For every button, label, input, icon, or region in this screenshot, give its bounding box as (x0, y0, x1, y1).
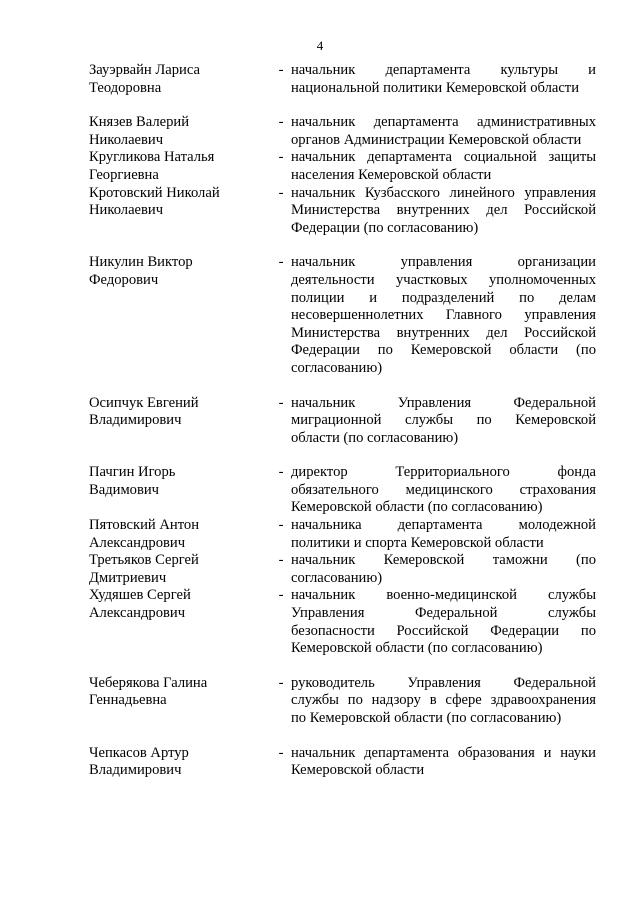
member-position: начальник военно-медицинской службы Управления Федеральной службы безопасности Российской Федерации по Кемеровской области (по согласованию) (291, 587, 596, 657)
member-name: Кротовский Николай Николаевич (89, 184, 220, 219)
dash-separator: - (278, 517, 284, 534)
dash-separator: - (278, 184, 284, 201)
members-list (0, 62, 640, 780)
member-position: начальник Управления Федеральной миграционной службы по Кемеровской области (по согласованию) (291, 394, 596, 446)
member-name: Никулин Виктор Федорович (89, 254, 193, 288)
dash-separator: - (278, 464, 284, 481)
member-position: начальник Кузбасского линейного управления Министерства внутренних дел Российской Федерации (по согласованию) (291, 184, 596, 236)
member-position: начальник департамента образования и науки Кемеровской области (291, 744, 596, 779)
member-position: начальник Кемеровской таможни (по согласованию) (291, 552, 596, 586)
member-name: Худяшев Сергей Александрович (89, 587, 191, 622)
member-position: директор Территориального фонда обязательного медицинского страхования Кемеровской области (по согласованию) (291, 464, 596, 516)
list-item (0, 114, 640, 149)
list-item (0, 464, 640, 517)
member-name: Чепкасов Артур Владимирович (89, 744, 189, 779)
member-position: начальник департамента административных органов Администрации Кемеровской области (291, 114, 596, 148)
member-position: начальник управления организации деятельности участковых уполномоченных полиции и подразделений по делам несовершеннолетних Главного управления Министерства внутренних дел Российской Федерации по Кемеровской области (по согласованию) (291, 254, 596, 376)
dash-separator: - (278, 114, 284, 131)
list-item (0, 675, 640, 728)
dash-separator: - (278, 674, 284, 691)
list-item (0, 149, 640, 184)
member-name: Кругликова Наталья Георгиевна (89, 149, 215, 183)
dash-separator: - (278, 149, 284, 166)
member-position: начальник департамента социальной защиты населения Кемеровской области (291, 149, 596, 183)
list-item (0, 395, 640, 448)
member-name: Чеберякова Галина Геннадьевна (89, 674, 208, 709)
dash-separator: - (278, 254, 284, 271)
dash-separator: - (278, 552, 284, 569)
member-position: руководитель Управления Федеральной службы по надзору в сфере здравоохранения по Кемеровской области (по согласованию) (291, 674, 596, 726)
dash-separator: - (278, 744, 284, 761)
member-name: Зауэрвайн Лариса Теодоровна (89, 62, 200, 96)
member-name: Пачгин Игорь Вадимович (89, 464, 176, 498)
list-item (0, 254, 640, 377)
list-item (0, 745, 640, 780)
dash-separator: - (278, 394, 284, 411)
member-position: начальник департамента культуры и национальной политики Кемеровской области (291, 62, 596, 96)
member-name: Князев Валерий Николаевич (89, 114, 190, 148)
page-number: 4 (316, 38, 324, 53)
dash-separator: - (278, 587, 284, 604)
member-name: Пятовский Антон Александрович (89, 517, 200, 551)
member-position: начальника департамента молодежной политики и спорта Кемеровской области (291, 517, 596, 551)
list-item (0, 185, 640, 238)
list-item (0, 552, 640, 587)
member-name: Третьяков Сергей Дмитриевич (89, 552, 199, 586)
list-item (0, 587, 640, 657)
list-item (0, 62, 640, 97)
list-item (0, 517, 640, 552)
member-name: Осипчук Евгений Владимирович (89, 394, 199, 429)
dash-separator: - (278, 62, 284, 78)
